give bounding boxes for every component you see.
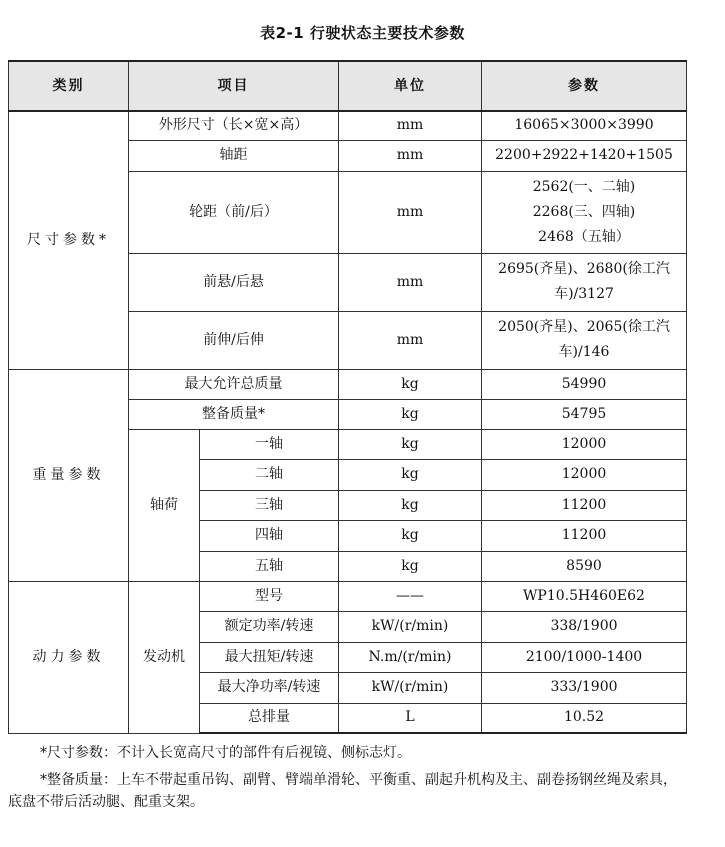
value-cell: 2100/1000-1400 [482, 642, 687, 672]
item-cell: 轴距 [129, 140, 339, 171]
unit-cell: N.m/(r/min) [339, 642, 482, 672]
value-cell: 2200+2922+1420+1505 [482, 140, 687, 171]
table-title: 表2-1 行驶状态主要技术参数 [260, 24, 465, 42]
value-line: 2050(齐星)、2065(徐工汽 [498, 319, 670, 335]
item-cell: 轮距（前/后） [129, 171, 339, 253]
unit-cell: kg [339, 369, 482, 399]
category-power: 动力参数 [9, 581, 129, 733]
item-cell: 总排量 [200, 703, 339, 733]
value-line: 2695(齐星)、2680(徐工汽 [498, 261, 670, 277]
value-cell: 8590 [482, 551, 687, 581]
footnote-curb-weight: *整备质量：上车不带起重吊钩、副臂、臂端单滑轮、平衡重、副起升机构及主、副卷扬钢丝绳及索具，底盘不带后活动腿、配重支架。 [8, 772, 677, 810]
unit-cell: kg [339, 459, 482, 490]
item-cell: 前悬/后悬 [129, 253, 339, 311]
unit-cell: mm [339, 140, 482, 171]
unit-cell: mm [339, 111, 482, 140]
value-cell: 10.52 [482, 703, 687, 733]
value-cell: 338/1900 [482, 611, 687, 642]
value-line: 2562(一、二轴) [532, 178, 636, 195]
category-size: 尺寸参数* [9, 111, 129, 369]
unit-cell: mm [339, 253, 482, 311]
value-line: 车)/3127 [554, 286, 614, 302]
spec-table [8, 60, 687, 734]
value-cell: 54795 [482, 399, 687, 429]
group-engine: 发动机 [129, 581, 200, 733]
item-cell: 最大净功率/转速 [200, 672, 339, 703]
item-cell: 型号 [200, 581, 339, 611]
category-weight: 重量参数 [9, 369, 129, 581]
item-cell: 二轴 [200, 459, 339, 490]
unit-cell: L [339, 703, 482, 733]
unit-cell: mm [339, 171, 482, 253]
value-cell: 12000 [482, 459, 687, 490]
value-line: 车)/146 [558, 344, 610, 360]
item-cell: 一轴 [200, 429, 339, 459]
item-cell: 最大扭矩/转速 [200, 642, 339, 672]
value-cell: 333/1900 [482, 672, 687, 703]
value-cell [482, 171, 687, 253]
value-line: 2468（五轴） [538, 228, 630, 245]
value-cell: WP10.5H460E62 [482, 581, 687, 611]
unit-cell: mm [339, 311, 482, 369]
group-axle-load: 轴荷 [129, 429, 200, 581]
unit-cell: kg [339, 490, 482, 520]
table-header-row [9, 61, 687, 111]
value-cell [482, 311, 687, 369]
value-line: 2268(三、四轴) [532, 203, 636, 220]
header-unit: 单位 [339, 61, 482, 111]
value-cell: 16065×3000×3990 [482, 111, 687, 140]
header-category: 类别 [9, 61, 129, 111]
item-cell: 最大允许总质量 [129, 369, 339, 399]
item-cell: 三轴 [200, 490, 339, 520]
header-value: 参数 [482, 61, 687, 111]
unit-cell: —— [339, 581, 482, 611]
footnote-size: *尺寸参数：不计入长宽高尺寸的部件有后视镜、侧标志灯。 [40, 745, 411, 761]
item-cell: 外形尺寸（长×宽×高） [129, 111, 339, 140]
table-row [9, 111, 687, 140]
value-cell [482, 253, 687, 311]
value-cell: 11200 [482, 490, 687, 520]
header-item: 项目 [129, 61, 339, 111]
table-row [9, 369, 687, 399]
table-row [9, 581, 687, 611]
value-cell: 54990 [482, 369, 687, 399]
unit-cell: kg [339, 399, 482, 429]
unit-cell: kW/(r/min) [339, 611, 482, 642]
unit-cell: kW/(r/min) [339, 672, 482, 703]
unit-cell: kg [339, 429, 482, 459]
item-cell: 五轴 [200, 551, 339, 581]
item-cell: 四轴 [200, 520, 339, 551]
value-cell: 11200 [482, 520, 687, 551]
unit-cell: kg [339, 520, 482, 551]
item-cell: 整备质量* [129, 399, 339, 429]
value-cell: 12000 [482, 429, 687, 459]
item-cell: 额定功率/转速 [200, 611, 339, 642]
item-cell: 前伸/后伸 [129, 311, 339, 369]
unit-cell: kg [339, 551, 482, 581]
